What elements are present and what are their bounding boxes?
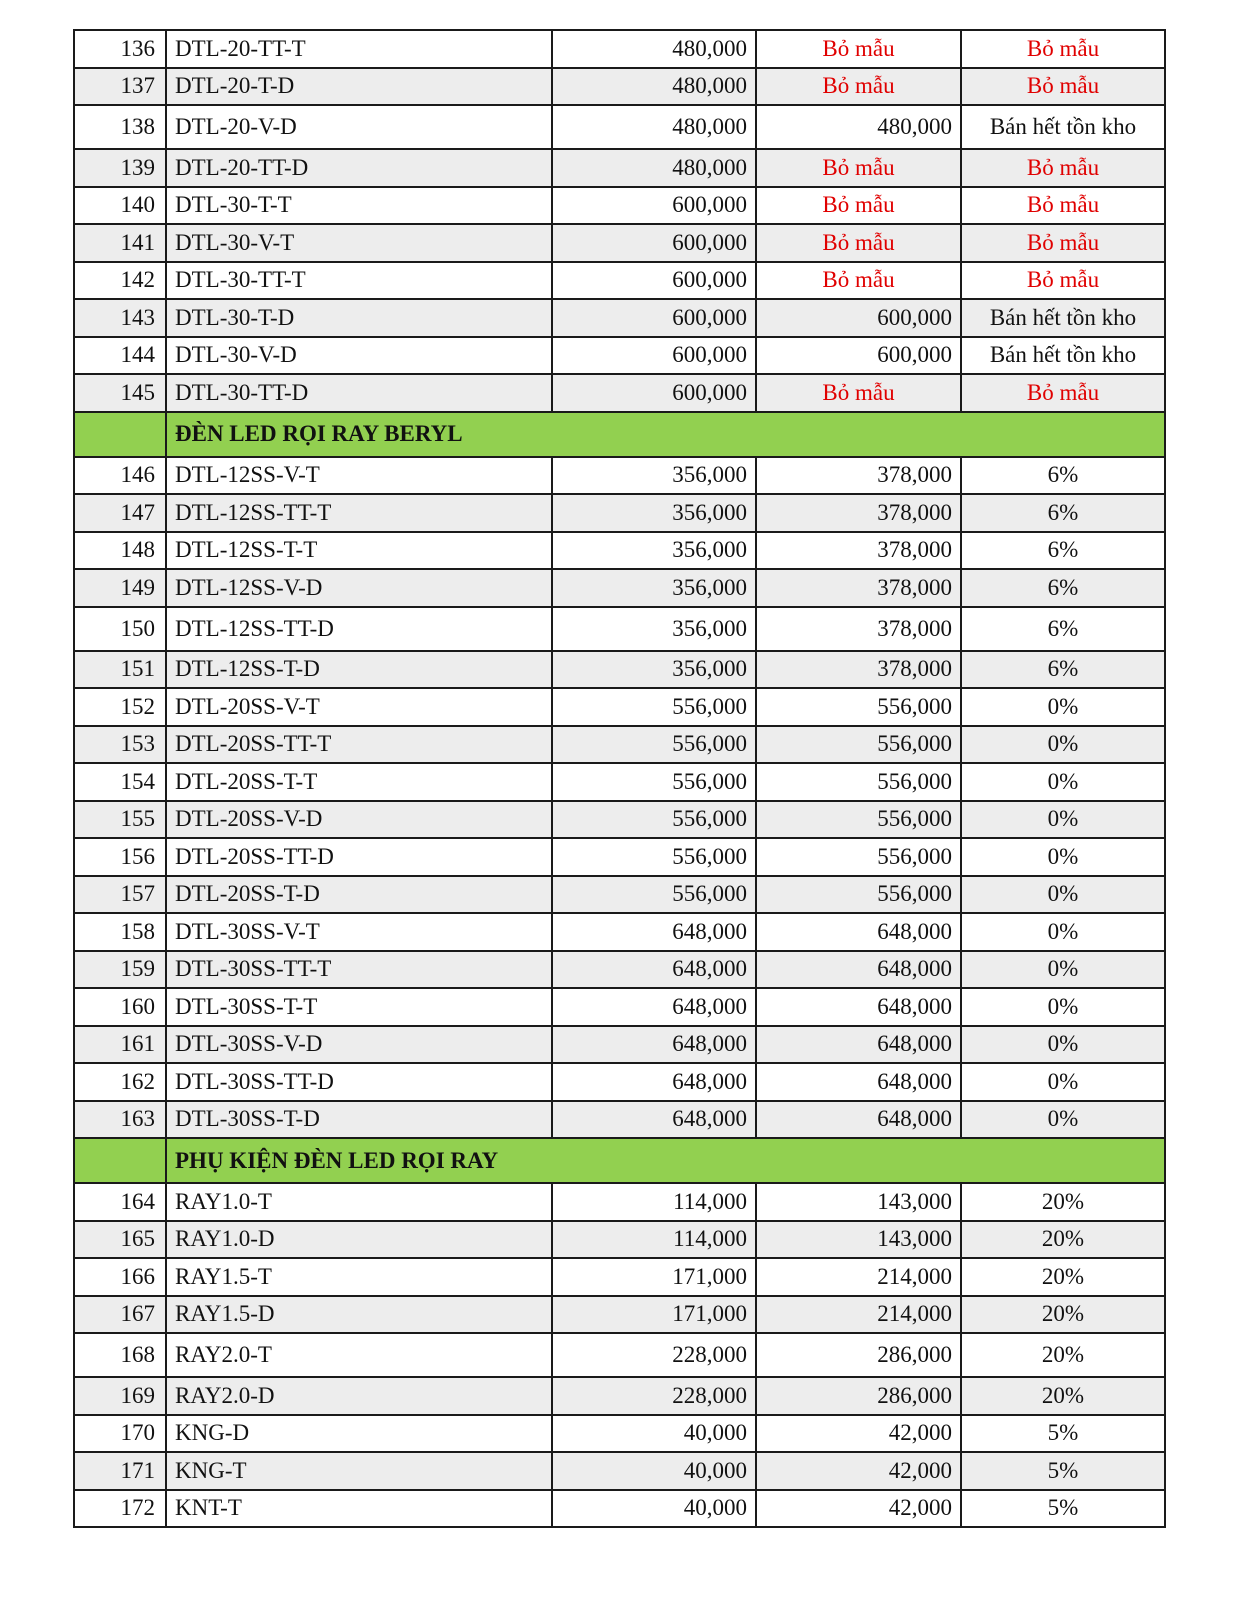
price-new-cell: Bỏ mẫu	[756, 68, 961, 106]
price-old-cell: 171,000	[552, 1296, 756, 1334]
product-code-cell: DTL-20-V-D	[166, 105, 552, 149]
table-row	[74, 1490, 1165, 1528]
change-cell: 20%	[961, 1333, 1165, 1377]
price-new-cell: Bỏ mẫu	[756, 262, 961, 300]
change-cell: 6%	[961, 651, 1165, 689]
price-old-cell: 648,000	[552, 1101, 756, 1139]
change-cell: 6%	[961, 607, 1165, 651]
row-number-cell: 158	[74, 913, 166, 951]
row-number-cell: 164	[74, 1183, 166, 1221]
table-row	[74, 1296, 1165, 1334]
price-old-cell: 648,000	[552, 951, 756, 989]
price-old-cell: 40,000	[552, 1490, 756, 1528]
row-number-cell: 168	[74, 1333, 166, 1377]
change-cell: 5%	[961, 1490, 1165, 1528]
table-row	[74, 187, 1165, 225]
product-code-cell: RAY1.0-D	[166, 1221, 552, 1259]
price-old-cell: 556,000	[552, 801, 756, 839]
price-old-cell: 648,000	[552, 988, 756, 1026]
price-new-cell: 42,000	[756, 1452, 961, 1490]
price-old-cell: 356,000	[552, 607, 756, 651]
row-number-cell: 153	[74, 726, 166, 764]
price-old-cell: 648,000	[552, 913, 756, 951]
price-new-cell: 214,000	[756, 1296, 961, 1334]
row-number-cell: 161	[74, 1026, 166, 1064]
price-old-cell: 556,000	[552, 763, 756, 801]
row-number-cell: 145	[74, 374, 166, 412]
price-new-cell: Bỏ mẫu	[756, 149, 961, 187]
table-row	[74, 1101, 1165, 1139]
price-table-body	[74, 30, 1165, 1527]
row-number-cell: 140	[74, 187, 166, 225]
product-code-cell: DTL-30SS-TT-T	[166, 951, 552, 989]
price-new-cell: Bỏ mẫu	[756, 374, 961, 412]
row-number-cell: 154	[74, 763, 166, 801]
price-old-cell: 114,000	[552, 1221, 756, 1259]
row-number-cell: 163	[74, 1101, 166, 1139]
price-old-cell: 228,000	[552, 1333, 756, 1377]
change-cell: 0%	[961, 876, 1165, 914]
table-row	[74, 30, 1165, 68]
price-new-cell: 556,000	[756, 688, 961, 726]
change-cell: 6%	[961, 532, 1165, 570]
product-code-cell: DTL-30-TT-T	[166, 262, 552, 300]
table-row	[74, 988, 1165, 1026]
change-cell: 0%	[961, 801, 1165, 839]
product-code-cell: DTL-20SS-T-D	[166, 876, 552, 914]
change-cell: 0%	[961, 913, 1165, 951]
row-number-cell: 152	[74, 688, 166, 726]
price-new-cell: 556,000	[756, 876, 961, 914]
price-old-cell: 228,000	[552, 1377, 756, 1415]
price-old-cell: 356,000	[552, 569, 756, 607]
product-code-cell: DTL-20SS-TT-T	[166, 726, 552, 764]
product-code-cell: DTL-20SS-TT-D	[166, 838, 552, 876]
row-number-cell: 171	[74, 1452, 166, 1490]
row-number-cell: 146	[74, 457, 166, 495]
table-row	[74, 494, 1165, 532]
price-new-cell: 600,000	[756, 299, 961, 337]
change-cell: 6%	[961, 569, 1165, 607]
row-number-cell: 139	[74, 149, 166, 187]
price-old-cell: 356,000	[552, 494, 756, 532]
table-row	[74, 1333, 1165, 1377]
price-new-cell: 600,000	[756, 337, 961, 375]
price-old-cell: 600,000	[552, 374, 756, 412]
table-row	[74, 1183, 1165, 1221]
product-code-cell: DTL-12SS-V-T	[166, 457, 552, 495]
table-row	[74, 457, 1165, 495]
change-cell: 0%	[961, 1063, 1165, 1101]
price-new-cell: 480,000	[756, 105, 961, 149]
change-cell: 5%	[961, 1452, 1165, 1490]
product-code-cell: DTL-20SS-T-T	[166, 763, 552, 801]
row-number-cell: 156	[74, 838, 166, 876]
product-code-cell: DTL-12SS-V-D	[166, 569, 552, 607]
price-new-cell: 378,000	[756, 607, 961, 651]
price-new-cell: 378,000	[756, 569, 961, 607]
price-old-cell: 556,000	[552, 726, 756, 764]
product-code-cell: DTL-30-T-D	[166, 299, 552, 337]
change-cell: 6%	[961, 494, 1165, 532]
product-code-cell: DTL-30SS-T-D	[166, 1101, 552, 1139]
change-cell: Bỏ mẫu	[961, 68, 1165, 106]
price-old-cell: 480,000	[552, 68, 756, 106]
product-code-cell: RAY2.0-T	[166, 1333, 552, 1377]
price-new-cell: 556,000	[756, 838, 961, 876]
table-row	[74, 532, 1165, 570]
table-row	[74, 1415, 1165, 1453]
table-row	[74, 688, 1165, 726]
product-code-cell: DTL-30SS-T-T	[166, 988, 552, 1026]
price-new-cell: 648,000	[756, 988, 961, 1026]
price-old-cell: 40,000	[552, 1415, 756, 1453]
row-number-cell: 149	[74, 569, 166, 607]
price-new-cell: 378,000	[756, 494, 961, 532]
price-old-cell: 600,000	[552, 187, 756, 225]
table-row	[74, 607, 1165, 651]
change-cell: Bỏ mẫu	[961, 224, 1165, 262]
row-number-cell: 167	[74, 1296, 166, 1334]
table-row	[74, 1221, 1165, 1259]
change-cell: Bỏ mẫu	[961, 262, 1165, 300]
price-new-cell: 556,000	[756, 801, 961, 839]
change-cell: Bỏ mẫu	[961, 374, 1165, 412]
product-code-cell: RAY1.5-D	[166, 1296, 552, 1334]
product-code-cell: DTL-30SS-V-D	[166, 1026, 552, 1064]
change-cell: Bỏ mẫu	[961, 187, 1165, 225]
table-row	[74, 1377, 1165, 1415]
table-row	[74, 838, 1165, 876]
change-cell: 0%	[961, 726, 1165, 764]
price-new-cell: 378,000	[756, 457, 961, 495]
table-row	[74, 651, 1165, 689]
change-cell: Bán hết tồn kho	[961, 299, 1165, 337]
row-number-cell: 155	[74, 801, 166, 839]
price-old-cell: 556,000	[552, 876, 756, 914]
price-new-cell: 42,000	[756, 1490, 961, 1528]
change-cell: 0%	[961, 838, 1165, 876]
product-code-cell: DTL-30-V-T	[166, 224, 552, 262]
table-row	[74, 569, 1165, 607]
change-cell: 0%	[961, 951, 1165, 989]
product-code-cell: KNG-T	[166, 1452, 552, 1490]
row-number-cell: 141	[74, 224, 166, 262]
row-number-cell: 144	[74, 337, 166, 375]
price-old-cell: 114,000	[552, 1183, 756, 1221]
row-number-cell: 136	[74, 30, 166, 68]
price-old-cell: 356,000	[552, 651, 756, 689]
change-cell: 0%	[961, 688, 1165, 726]
row-number-cell: 162	[74, 1063, 166, 1101]
section-number-cell	[74, 1138, 166, 1183]
row-number-cell: 165	[74, 1221, 166, 1259]
table-row	[74, 726, 1165, 764]
table-row	[74, 299, 1165, 337]
table-row	[74, 337, 1165, 375]
row-number-cell: 150	[74, 607, 166, 651]
section-number-cell	[74, 412, 166, 457]
row-number-cell: 137	[74, 68, 166, 106]
row-number-cell: 151	[74, 651, 166, 689]
price-old-cell: 480,000	[552, 30, 756, 68]
price-old-cell: 171,000	[552, 1258, 756, 1296]
change-cell: Bỏ mẫu	[961, 30, 1165, 68]
product-code-cell: DTL-12SS-TT-D	[166, 607, 552, 651]
change-cell: 0%	[961, 988, 1165, 1026]
change-cell: 6%	[961, 457, 1165, 495]
price-new-cell: 286,000	[756, 1333, 961, 1377]
row-number-cell: 172	[74, 1490, 166, 1528]
change-cell: 20%	[961, 1377, 1165, 1415]
price-new-cell: Bỏ mẫu	[756, 224, 961, 262]
change-cell: 0%	[961, 763, 1165, 801]
product-code-cell: DTL-30-TT-D	[166, 374, 552, 412]
table-row	[74, 876, 1165, 914]
table-row	[74, 149, 1165, 187]
product-code-cell: DTL-20-T-D	[166, 68, 552, 106]
table-row	[74, 262, 1165, 300]
price-new-cell: 648,000	[756, 951, 961, 989]
price-table	[73, 29, 1166, 1528]
price-new-cell: 648,000	[756, 1026, 961, 1064]
table-row	[74, 105, 1165, 149]
row-number-cell: 169	[74, 1377, 166, 1415]
row-number-cell: 166	[74, 1258, 166, 1296]
table-row	[74, 951, 1165, 989]
table-row	[74, 224, 1165, 262]
change-cell: 20%	[961, 1258, 1165, 1296]
price-new-cell: 42,000	[756, 1415, 961, 1453]
product-code-cell: KNG-D	[166, 1415, 552, 1453]
product-code-cell: DTL-30-T-T	[166, 187, 552, 225]
section-header-row	[74, 1138, 1165, 1183]
change-cell: 0%	[961, 1026, 1165, 1064]
section-title: PHỤ KIỆN ĐÈN LED RỌI RAY	[166, 1138, 1165, 1183]
table-row	[74, 1452, 1165, 1490]
section-title: ĐÈN LED RỌI RAY BERYL	[166, 412, 1165, 457]
table-row	[74, 1063, 1165, 1101]
price-old-cell: 356,000	[552, 532, 756, 570]
row-number-cell: 142	[74, 262, 166, 300]
price-old-cell: 648,000	[552, 1063, 756, 1101]
row-number-cell: 148	[74, 532, 166, 570]
price-old-cell: 356,000	[552, 457, 756, 495]
price-new-cell: 378,000	[756, 651, 961, 689]
price-new-cell: 214,000	[756, 1258, 961, 1296]
product-code-cell: DTL-12SS-T-D	[166, 651, 552, 689]
price-old-cell: 600,000	[552, 262, 756, 300]
product-code-cell: RAY1.5-T	[166, 1258, 552, 1296]
product-code-cell: DTL-12SS-TT-T	[166, 494, 552, 532]
price-new-cell: 648,000	[756, 1101, 961, 1139]
table-row	[74, 763, 1165, 801]
product-code-cell: RAY2.0-D	[166, 1377, 552, 1415]
row-number-cell: 138	[74, 105, 166, 149]
price-new-cell: 556,000	[756, 726, 961, 764]
change-cell: 20%	[961, 1183, 1165, 1221]
table-row	[74, 68, 1165, 106]
price-old-cell: 480,000	[552, 105, 756, 149]
price-old-cell: 556,000	[552, 688, 756, 726]
change-cell: Bán hết tồn kho	[961, 105, 1165, 149]
price-new-cell: 648,000	[756, 913, 961, 951]
price-old-cell: 480,000	[552, 149, 756, 187]
price-old-cell: 600,000	[552, 299, 756, 337]
price-old-cell: 40,000	[552, 1452, 756, 1490]
price-new-cell: 556,000	[756, 763, 961, 801]
product-code-cell: DTL-20SS-V-D	[166, 801, 552, 839]
product-code-cell: DTL-20SS-V-T	[166, 688, 552, 726]
price-new-cell: Bỏ mẫu	[756, 30, 961, 68]
product-code-cell: DTL-30-V-D	[166, 337, 552, 375]
row-number-cell: 147	[74, 494, 166, 532]
row-number-cell: 143	[74, 299, 166, 337]
table-row	[74, 801, 1165, 839]
table-row	[74, 1026, 1165, 1064]
price-old-cell: 648,000	[552, 1026, 756, 1064]
row-number-cell: 170	[74, 1415, 166, 1453]
table-row	[74, 374, 1165, 412]
product-code-cell: RAY1.0-T	[166, 1183, 552, 1221]
change-cell: 20%	[961, 1296, 1165, 1334]
product-code-cell: DTL-30SS-TT-D	[166, 1063, 552, 1101]
product-code-cell: DTL-30SS-V-T	[166, 913, 552, 951]
change-cell: 20%	[961, 1221, 1165, 1259]
row-number-cell: 160	[74, 988, 166, 1026]
product-code-cell: KNT-T	[166, 1490, 552, 1528]
row-number-cell: 159	[74, 951, 166, 989]
product-code-cell: DTL-20-TT-T	[166, 30, 552, 68]
change-cell: Bỏ mẫu	[961, 149, 1165, 187]
price-new-cell: 648,000	[756, 1063, 961, 1101]
product-code-cell: DTL-20-TT-D	[166, 149, 552, 187]
price-old-cell: 600,000	[552, 337, 756, 375]
price-new-cell: Bỏ mẫu	[756, 187, 961, 225]
price-old-cell: 556,000	[552, 838, 756, 876]
change-cell: 5%	[961, 1415, 1165, 1453]
price-new-cell: 286,000	[756, 1377, 961, 1415]
section-header-row	[74, 412, 1165, 457]
price-new-cell: 143,000	[756, 1221, 961, 1259]
price-new-cell: 143,000	[756, 1183, 961, 1221]
product-code-cell: DTL-12SS-T-T	[166, 532, 552, 570]
price-old-cell: 600,000	[552, 224, 756, 262]
row-number-cell: 157	[74, 876, 166, 914]
change-cell: 0%	[961, 1101, 1165, 1139]
price-new-cell: 378,000	[756, 532, 961, 570]
change-cell: Bán hết tồn kho	[961, 337, 1165, 375]
table-row	[74, 913, 1165, 951]
table-row	[74, 1258, 1165, 1296]
